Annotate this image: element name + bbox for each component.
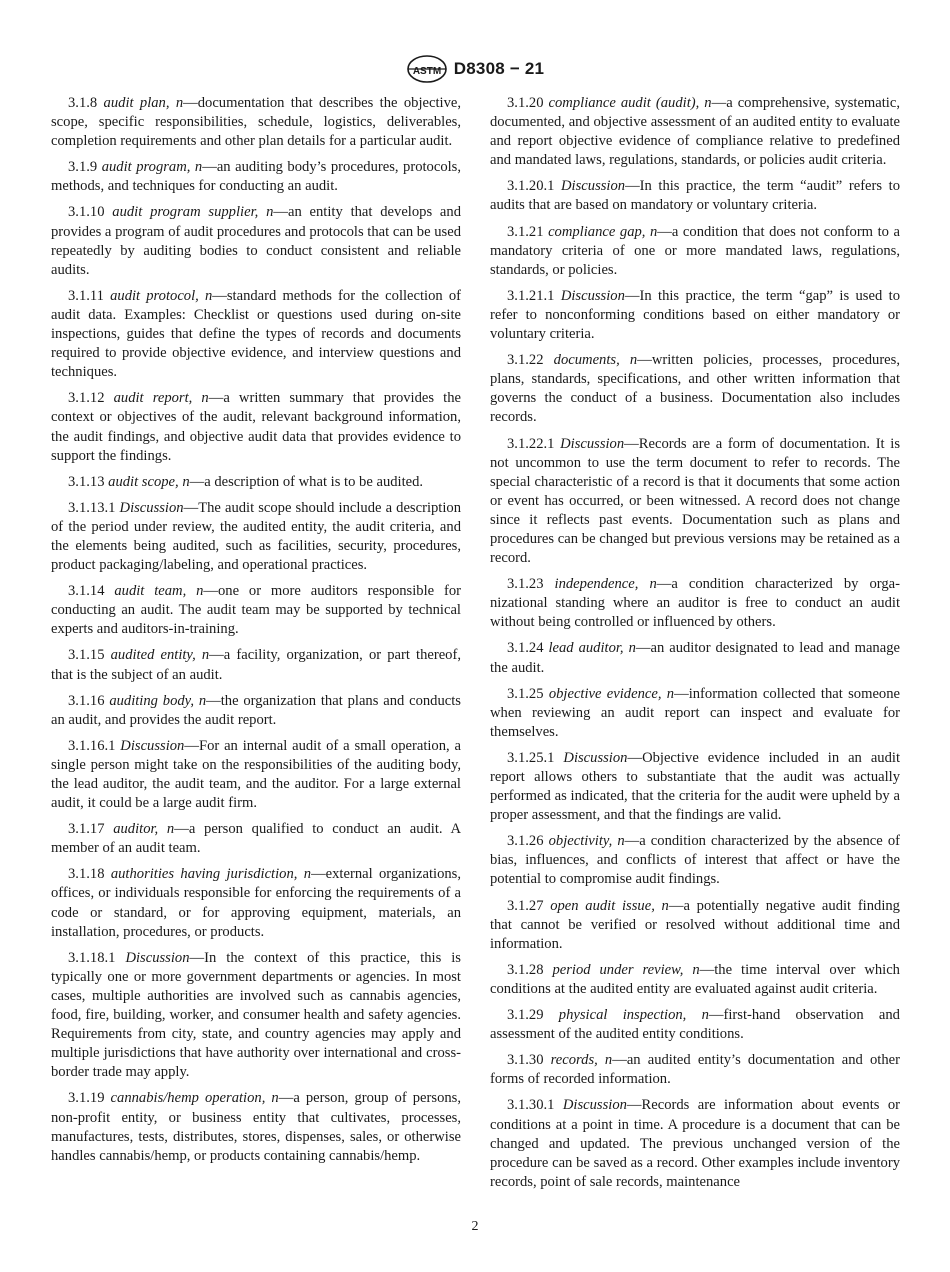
entry-text: —standard methods for the collection of audit data. Examples: Checklist or questions used during on-site inspections, guides that define the types of records and documents required to provide objective evidence, and interview questions and techniques. [51, 287, 462, 381]
definition-entry [490, 223, 900, 280]
entry-text: —a facility, organization, or part thereof, that is the subject of an audit. [51, 647, 461, 683]
definition-entry [51, 582, 461, 639]
entry-number: 3.1.22 [507, 352, 544, 369]
entry-term: objective evidence, n [548, 685, 675, 702]
entry-number: 3.1.26 [507, 833, 544, 850]
definition-entry [51, 692, 461, 730]
definition-entry [51, 473, 461, 492]
entry-text: —an entity that develops and provides a program of audit procedures and protocols that can be used repeatedly by auditing bodies to conduct consistent and reliable audits. [51, 204, 461, 278]
entry-number: 3.1.17 [68, 821, 105, 838]
entry-text: —first-hand observation and assessment of the audited entity conditions. [490, 1007, 900, 1043]
entry-text: —an audited entity’s documentation and other forms of recorded information. [490, 1052, 900, 1088]
entry-text: —external organizations, offices, or individuals responsible for enforcing the requirements of a code or standard, or for approving equipment, materials, an installation, procedures, or products. [51, 866, 461, 940]
entry-text: —a potentially negative audit finding that cannot be verified or resolved without additional time and information. [490, 897, 900, 952]
entry-text: —a description of what is to be audited. [189, 473, 424, 490]
definition-entry [490, 351, 900, 427]
entry-number: 3.1.24 [507, 640, 544, 657]
entry-text: —In this practice, the term “audit” refers to audits that are based on mandatory or voluntary criteria. [490, 178, 900, 214]
entry-term: audit report, n [113, 390, 209, 407]
entry-term: audit team, n [114, 583, 204, 600]
entry-number: 3.1.18 [68, 866, 105, 883]
entry-term: cannabis/hemp operation, n [110, 1090, 279, 1107]
entry-number: 3.1.28 [507, 961, 544, 978]
entry-number: 3.1.20 [507, 95, 544, 111]
entry-text: —The audit scope should include a description of the period under review, the audited entity, the audit criteria, and the elements being audited, such as facilities, security, procedures, product packaging/labeling, and operational practices. [51, 499, 461, 574]
svg-text:ASTM: ASTM [412, 66, 441, 77]
entry-term: auditor, n [113, 821, 175, 838]
definition-entry [51, 94, 461, 151]
entry-number: 3.1.10 [68, 204, 105, 221]
definition-entry [490, 435, 900, 569]
entry-term: compliance audit (audit), n [548, 95, 712, 111]
entry-term: audited entity, n [110, 647, 210, 664]
definition-entry [51, 499, 461, 575]
entry-number: 3.1.14 [68, 583, 105, 600]
entry-number: 3.1.13.1 [68, 499, 116, 516]
entry-number: 3.1.23 [507, 576, 544, 593]
page-header [0, 52, 950, 86]
entry-term: audit program, n [101, 159, 203, 176]
entry-number: 3.1.13 [68, 473, 105, 490]
entry-text: —Records are a form of documentation. It is not uncommon to use the term document to refer to records. The special characteristic of a record is that it documents that some action or event has occurred, or been witnessed. A record does not change since it reflects past events. Documentation such as plans and procedures can be changed but previous versions may be retained as a record. [490, 435, 900, 567]
entry-term: Discussion [560, 435, 625, 452]
entry-term: Discussion [561, 178, 626, 195]
definition-entry [490, 177, 900, 215]
definition-entry [51, 287, 461, 382]
entry-number: 3.1.20.1 [507, 178, 555, 195]
entry-text: —a condition characterized by the absence of bias, influences, and conflicts of interest that affect or have the potential to compromise audit findings. [490, 833, 900, 888]
entry-number: 3.1.12 [68, 390, 105, 407]
entry-text: —an auditor designated to lead and manage the audit. [490, 640, 900, 676]
definition-entry [51, 389, 461, 465]
definition-entry [490, 1096, 900, 1191]
entry-term: authorities having jurisdiction, n [110, 866, 312, 883]
definition-entry [490, 575, 900, 632]
entry-number: 3.1.29 [507, 1007, 544, 1024]
entry-term: independence, n [554, 576, 657, 593]
entry-number: 3.1.21 [507, 223, 544, 240]
entry-number: 3.1.30 [507, 1052, 544, 1069]
entry-term: open audit issue, n [550, 897, 669, 914]
definition-entry [490, 897, 900, 954]
entry-text: —a written summary that provides the context or objectives of the audit, relevant background information, the audit findings, and objective audit data that provides evidence to support the findings. [51, 390, 462, 464]
definition-entry [490, 94, 900, 170]
entry-text: —Records are information about events or conditions at a point in time. A procedure is a document that can be changed and updated. The previous unchanged version of the procedure can be saved as a record. Other examples include inventory records, point of sale records, maintenance [490, 1097, 900, 1190]
entry-text: —a condition that does not conform to a mandatory criteria of one or more mandated laws, regulations, standards, or policies. [490, 223, 900, 278]
entry-number: 3.1.25 [507, 685, 544, 702]
definition-entry [490, 287, 900, 344]
definition-entry [490, 749, 900, 825]
entry-number: 3.1.18.1 [68, 949, 116, 966]
entry-term: audit plan, n [103, 95, 184, 111]
entry-term: records, n [550, 1052, 613, 1069]
entry-text: —documentation that describes the objective, scope, specific responsibilities, schedule, logistics, deliverables, completion requirements and other plan details for a particular audit. [51, 95, 461, 150]
entry-number: 3.1.11 [68, 287, 104, 304]
entry-number: 3.1.21.1 [507, 287, 555, 304]
entry-number: 3.1.19 [68, 1090, 105, 1107]
entry-text: —For an internal audit of a small operation, a single person might take on the responsibilities of the auditing body, the lead auditor, the audit team, and the auditor. For a large external audit, it could be a large audit firm. [51, 737, 461, 812]
entry-term: objectivity, n [548, 833, 625, 850]
entry-number: 3.1.15 [68, 647, 105, 664]
entry-term: compliance gap, n [548, 223, 658, 240]
entry-term: Discussion [119, 499, 184, 516]
entry-text: —In this practice, the term “gap” is used to refer to nonconforming conditions based on either mandatory or voluntary criteria. [490, 287, 900, 343]
entry-term: audit program supplier, n [112, 204, 274, 221]
definition-entry [51, 203, 461, 279]
entry-text: —In the context of this practice, this is typically one or more government departments or agencies. In most cases, multiple authorities are involved such as cannabis agencies, food, fire, building, worker, and consumer health and safety agencies. Requirements from city, state, and country agencies may apply and multiple jurisdictions that have authority over international and cross-border trade may apply. [51, 949, 461, 1081]
entry-number: 3.1.27 [507, 897, 544, 914]
entry-term: physical inspection, n [558, 1007, 709, 1024]
definition-entry [51, 949, 461, 1083]
definition-entry [490, 961, 900, 999]
entry-term: Discussion [125, 949, 190, 966]
entry-term: period under review, n [552, 961, 700, 978]
entry-number: 3.1.16 [68, 692, 105, 709]
definition-entry [51, 820, 461, 858]
entry-term: auditing body, n [109, 692, 207, 709]
entry-term: Discussion [120, 737, 185, 754]
entry-number: 3.1.25.1 [507, 749, 555, 766]
definition-entry [51, 737, 461, 813]
entry-text: —an auditing body’s procedures, protocols, methods, and techniques for conducting an audit. [51, 159, 461, 195]
entry-text: —Objective evidence included in an audit report allows others to substantiate that the audit was actually performed as indicated, that the criteria for the audit were upheld by a proper assessment, and that the findings are valid. [490, 749, 900, 824]
entry-term: Discussion [560, 287, 625, 304]
entry-text: —a person qualified to conduct an audit. A member of an audit team. [51, 821, 461, 857]
left-column [51, 94, 461, 1173]
entry-term: Discussion [562, 1097, 627, 1114]
definition-entry [490, 639, 900, 677]
entry-text: —written policies, processes, procedures, plans, standards, specifications, and other written information that governs the conduct of a business. Documentation also includes records. [490, 352, 900, 426]
entry-term: documents, n [553, 352, 638, 369]
definition-entry [490, 832, 900, 889]
entry-number: 3.1.9 [68, 159, 98, 176]
page-number: 2 [471, 1219, 479, 1234]
entry-number: 3.1.8 [68, 95, 98, 111]
entry-term: audit scope, n [108, 473, 190, 490]
entry-text: —a person, group of persons, non-profit entity, or business entity that cultivates, processes, manufactures, tests, distributes, stores, dispenses, sales, or otherwise handles cannabis/hemp, or products containing cannabis/hemp. [51, 1090, 461, 1164]
definition-entry [490, 1006, 900, 1044]
entry-number: 3.1.16.1 [68, 737, 116, 754]
definition-entry [51, 1089, 461, 1165]
definition-entry [51, 158, 461, 196]
entry-term: audit protocol, n [110, 287, 213, 304]
definition-entry [51, 646, 461, 684]
definition-entry [490, 685, 900, 742]
entry-text: —information collected that someone when reviewing an audit report can inspect and evaluate for themselves. [490, 685, 900, 740]
document-designation: D8308 − 21 [453, 59, 545, 78]
entry-text: —the time interval over which conditions at the audited entity are evaluated against audit criteria. [490, 961, 900, 997]
definition-entry [51, 865, 461, 941]
entry-text: —a comprehensive, systematic, documented, and objective assessment of an audited entity to evaluate and report objective evidence of compliance relative to predefined and mandated laws, regulations, standards, or policies audit criteria. [490, 95, 900, 169]
right-column [490, 94, 900, 1199]
entry-text: —one or more auditors responsible for conducting an audit. The audit team may be supported by technical experts and auditors-in-training. [51, 583, 461, 638]
entry-text: —a condition characterized by organizational standing where an auditor is free to conduct an audit without being controlled or influenced by others. [490, 576, 900, 631]
astm-logo-icon [406, 54, 448, 84]
entry-term: lead auditor, n [548, 640, 636, 657]
definition-entry [490, 1051, 900, 1089]
entry-term: Discussion [563, 749, 628, 766]
entry-number: 3.1.22.1 [507, 435, 555, 452]
entry-text: —the organization that plans and conducts an audit, and provides the audit report. [51, 692, 461, 728]
entry-number: 3.1.30.1 [507, 1097, 555, 1114]
